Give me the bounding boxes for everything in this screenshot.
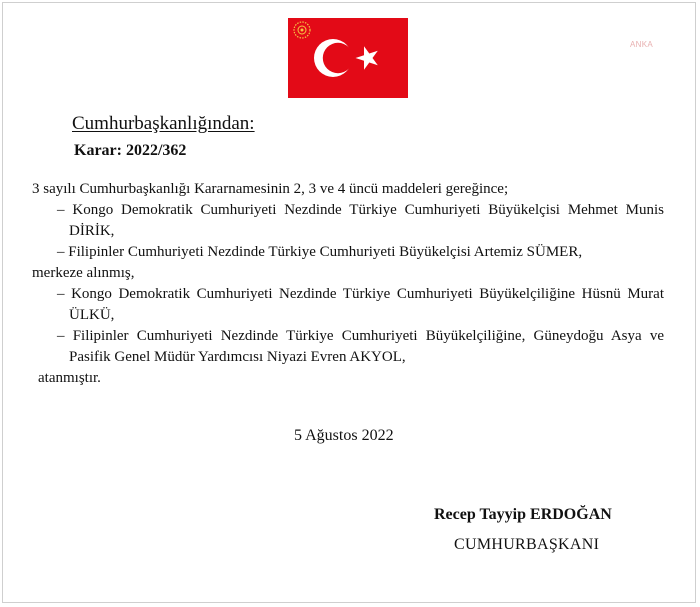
merkeze-text: merkeze alınmış,	[32, 265, 135, 281]
page-title: Cumhurbaşkanlığından:	[72, 113, 255, 134]
list-item: – Kongo Demokratik Cumhuriyeti Nezdinde Türkiye Cumhuriyeti Büyükelçiliğine Hüsnü Murat ÜLKÜ,	[57, 286, 664, 323]
list-item: – Filipinler Cumhuriyeti Nezdinde Türkiye Cumhuriyeti Büyükelçiliğine, Güneydoğu Asya ve Pasifik Genel Müdür Yardımcısı Niyazi Evren AKYOL,	[57, 328, 665, 365]
agency-stamp: ANKA	[630, 40, 653, 49]
decree-date: 5 Ağustos 2022	[294, 427, 394, 444]
list-item: – Filipinler Cumhuriyeti Nezdinde Türkiye Cumhuriyeti Büyükelçisi Artemiz SÜMER,	[57, 244, 583, 260]
closing-text: atanmıştır.	[38, 370, 101, 386]
signer-name: Recep Tayyip ERDOĞAN	[434, 506, 612, 523]
list-item: – Kongo Demokratik Cumhuriyeti Nezdinde Türkiye Cumhuriyeti Büyükelçisi Mehmet Munis DİRİK,	[57, 202, 665, 239]
signer-title: CUMHURBAŞKANI	[454, 536, 600, 553]
turkish-flag-icon	[288, 18, 408, 98]
decree-body	[32, 179, 665, 389]
decision-number: Karar: 2022/362	[74, 142, 187, 159]
intro-text: 3 sayılı Cumhurbaşkanlığı Kararnamesinin 2, 3 ve 4 üncü maddeleri gereğince;	[32, 181, 509, 197]
